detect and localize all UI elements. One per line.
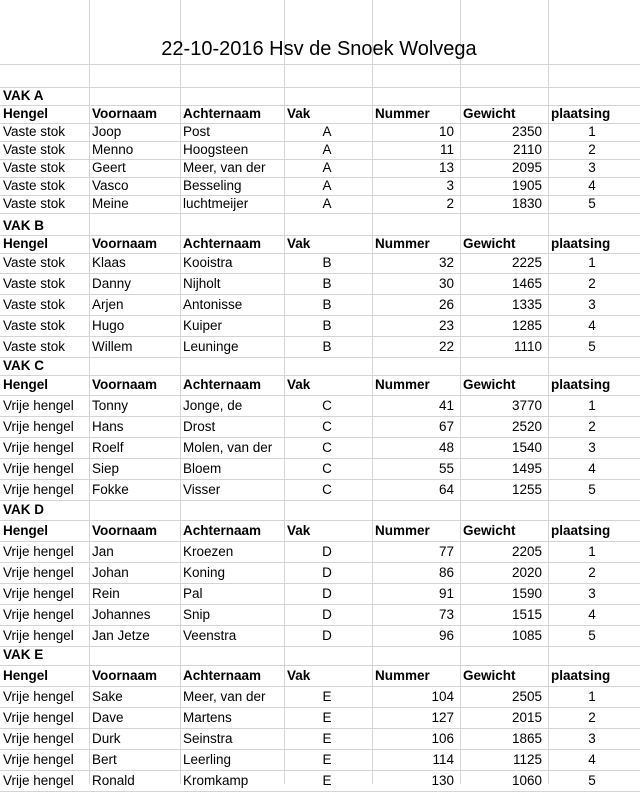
cell-gewicht[interactable]: 1060 [511,772,542,788]
row-gridline [0,64,640,65]
column-header-hengel[interactable]: Hengel [3,667,49,683]
cell-plaatsing[interactable]: 4 [588,751,596,767]
cell-plaatsing[interactable]: 1 [588,543,596,559]
cell-gewicht[interactable]: 1110 [513,338,542,354]
cell-nummer[interactable]: 67 [438,418,454,434]
cell-gewicht[interactable]: 1335 [511,296,542,312]
column-header-vak[interactable]: Vak [287,522,311,538]
cell-vak[interactable]: B [322,296,332,312]
cell-nummer[interactable]: 104 [431,688,454,704]
cell-achternaam[interactable]: Hoogsteen [183,142,249,157]
cell-voornaam[interactable]: Meine [92,196,129,211]
cell-vak[interactable]: A [322,196,332,211]
section-label[interactable]: VAK A [3,88,44,103]
cell-achternaam[interactable]: Molen, van der [183,439,273,455]
column-header-vak[interactable]: Vak [287,236,311,251]
cell-hengel[interactable]: Vrije hengel [3,564,74,580]
cell-plaatsing[interactable]: 5 [588,196,596,211]
cell-vak[interactable]: A [322,124,332,139]
cell-plaatsing[interactable]: 3 [588,730,596,746]
cell-plaatsing[interactable]: 4 [588,606,596,622]
row-gridline [0,357,640,358]
cell-voornaam[interactable]: Jan [92,543,114,559]
cell-achternaam[interactable]: Nijholt [183,275,221,291]
column-gridline [284,0,285,784]
column-header-hengel[interactable]: Hengel [3,236,49,251]
cell-achternaam[interactable]: luchtmeijer [183,196,249,211]
column-header-plaatsing[interactable]: plaatsing [551,377,611,392]
cell-vak[interactable]: C [322,460,332,476]
cell-achternaam[interactable]: Meer, van der [183,160,266,175]
cell-voornaam[interactable]: Sake [92,688,123,704]
cell-gewicht[interactable]: 1540 [511,439,542,455]
cell-gewicht[interactable]: 2020 [511,564,542,580]
cell-vak[interactable]: C [322,481,332,497]
column-header-gewicht[interactable]: Gewicht [463,667,516,683]
cell-plaatsing[interactable]: 4 [588,317,596,333]
cell-hengel[interactable]: Vrije hengel [3,543,74,559]
cell-nummer[interactable]: 73 [438,606,454,622]
cell-gewicht[interactable]: 2520 [511,418,542,434]
cell-plaatsing[interactable]: 3 [588,585,596,601]
column-header-nummer[interactable]: Nummer [375,106,430,121]
column-header-hengel[interactable]: Hengel [3,377,49,392]
column-header-vak[interactable]: Vak [287,667,311,683]
cell-voornaam[interactable]: Bert [92,751,117,767]
row-gridline [0,646,640,647]
cell-plaatsing[interactable]: 1 [588,688,596,704]
column-header-hengel[interactable]: Hengel [3,522,49,538]
cell-voornaam[interactable]: Arjen [92,296,124,312]
cell-gewicht[interactable]: 3770 [511,397,542,413]
cell-nummer[interactable]: 2 [446,196,454,211]
cell-nummer[interactable]: 77 [438,543,454,559]
cell-vak[interactable]: C [322,397,332,413]
cell-plaatsing[interactable]: 3 [588,439,596,455]
cell-gewicht[interactable]: 1495 [511,460,542,476]
cell-plaatsing[interactable]: 2 [588,142,596,157]
cell-gewicht[interactable]: 2505 [511,688,542,704]
cell-voornaam[interactable]: Willem [92,338,133,354]
column-header-nummer[interactable]: Nummer [375,667,430,683]
cell-gewicht[interactable]: 1865 [511,730,542,746]
cell-plaatsing[interactable]: 3 [588,296,596,312]
cell-hengel[interactable]: Vrije hengel [3,460,74,476]
cell-vak[interactable]: C [322,439,332,455]
cell-plaatsing[interactable]: 5 [588,627,596,643]
cell-voornaam[interactable]: Klaas [92,255,126,270]
cell-plaatsing[interactable]: 5 [588,481,596,497]
cell-gewicht[interactable]: 1515 [511,606,542,622]
cell-voornaam[interactable]: Johan [92,564,129,580]
cell-hengel[interactable]: Vaste stok [3,296,66,312]
cell-nummer[interactable]: 23 [438,317,454,333]
cell-gewicht[interactable]: 2225 [511,255,542,270]
cell-voornaam[interactable]: Ronald [92,772,135,788]
cell-hengel[interactable]: Vaste stok [3,178,66,193]
cell-nummer[interactable]: 96 [438,627,454,643]
cell-hengel[interactable]: Vrije hengel [3,439,74,455]
cell-gewicht[interactable]: 2095 [511,160,542,175]
cell-plaatsing[interactable]: 1 [588,397,596,413]
cell-voornaam[interactable]: Hugo [92,317,125,333]
cell-gewicht[interactable]: 1255 [511,481,542,497]
column-header-voornaam[interactable]: Voornaam [92,377,158,392]
cell-gewicht[interactable]: 2015 [511,709,542,725]
cell-vak[interactable]: C [322,418,332,434]
cell-nummer[interactable]: 22 [438,338,454,354]
cell-hengel[interactable]: Vrije hengel [3,772,74,788]
cell-nummer[interactable]: 26 [438,296,454,312]
column-header-gewicht[interactable]: Gewicht [463,522,516,538]
cell-achternaam[interactable]: Drost [183,418,216,434]
cell-voornaam[interactable]: Dave [92,709,124,725]
cell-gewicht[interactable]: 2205 [511,543,542,559]
cell-achternaam[interactable]: Martens [183,709,232,725]
cell-voornaam[interactable]: Johannes [92,606,151,622]
row-gridline [0,500,640,501]
cell-plaatsing[interactable]: 4 [588,460,596,476]
column-header-achternaam[interactable]: Achternaam [183,377,262,392]
cell-hengel[interactable]: Vaste stok [3,124,66,139]
cell-vak[interactable]: D [322,564,332,580]
cell-gewicht[interactable]: 1590 [511,585,542,601]
section-label[interactable]: VAK C [3,357,45,373]
column-header-voornaam[interactable]: Voornaam [92,106,158,121]
cell-vak[interactable]: E [322,751,332,767]
cell-plaatsing[interactable]: 2 [588,275,596,291]
cell-gewicht[interactable]: 2350 [511,124,542,139]
cell-achternaam[interactable]: Veenstra [183,627,237,643]
cell-hengel[interactable]: Vaste stok [3,255,66,270]
column-header-nummer[interactable]: Nummer [375,377,430,392]
cell-achternaam[interactable]: Kooistra [183,255,233,270]
column-header-achternaam[interactable]: Achternaam [183,106,262,121]
row-gridline [0,87,640,88]
cell-vak[interactable]: A [322,178,332,193]
cell-achternaam[interactable]: Jonge, de [183,397,243,413]
cell-plaatsing[interactable]: 2 [588,709,596,725]
cell-nummer[interactable]: 30 [438,275,454,291]
cell-plaatsing[interactable]: 2 [588,564,596,580]
cell-plaatsing[interactable]: 2 [588,418,596,434]
cell-vak[interactable]: A [322,160,332,175]
cell-nummer[interactable]: 114 [432,751,454,767]
cell-vak[interactable]: A [322,142,332,157]
cell-nummer[interactable]: 64 [438,481,454,497]
column-gridline [548,0,549,784]
column-header-achternaam[interactable]: Achternaam [183,667,262,683]
column-header-gewicht[interactable]: Gewicht [463,377,516,392]
column-header-achternaam[interactable]: Achternaam [183,236,262,251]
cell-vak[interactable]: D [322,543,332,559]
cell-nummer[interactable]: 41 [438,397,454,413]
cell-voornaam[interactable]: Danny [92,275,132,291]
column-header-plaatsing[interactable]: plaatsing [551,236,611,251]
column-header-hengel[interactable]: Hengel [3,106,49,121]
column-gridline [89,0,90,784]
cell-hengel[interactable]: Vrije hengel [3,481,74,497]
cell-vak[interactable]: B [322,255,332,270]
cell-plaatsing[interactable]: 1 [588,124,596,139]
cell-vak[interactable]: B [322,275,332,291]
cell-voornaam[interactable]: Joop [92,124,122,139]
cell-achternaam[interactable]: Besseling [183,178,242,193]
cell-vak[interactable]: E [322,772,332,788]
cell-vak[interactable]: B [322,317,332,333]
cell-voornaam[interactable]: Rein [92,585,120,601]
cell-achternaam[interactable]: Kroezen [183,543,234,559]
cell-nummer[interactable]: 32 [438,255,454,270]
column-header-gewicht[interactable]: Gewicht [463,106,516,121]
cell-voornaam[interactable]: Geert [92,160,126,175]
cell-voornaam[interactable]: Fokke [92,481,129,497]
cell-hengel[interactable]: Vrije hengel [3,585,74,601]
column-header-gewicht[interactable]: Gewicht [463,236,516,251]
cell-voornaam[interactable]: Jan Jetze [92,627,150,643]
cell-gewicht[interactable]: 1905 [511,178,542,193]
column-header-voornaam[interactable]: Voornaam [92,236,158,251]
section-label[interactable]: VAK E [3,646,44,662]
cell-achternaam[interactable]: Post [183,124,211,139]
cell-nummer[interactable]: 55 [438,460,454,476]
cell-hengel[interactable]: Vrije hengel [3,606,74,622]
column-gridline [460,0,461,784]
cell-nummer[interactable]: 127 [431,709,454,725]
cell-nummer[interactable]: 91 [438,585,454,601]
cell-vak[interactable]: D [322,585,332,601]
cell-voornaam[interactable]: Siep [92,460,120,476]
cell-gewicht[interactable]: 2110 [512,142,542,157]
cell-vak[interactable]: D [322,606,332,622]
cell-vak[interactable]: E [322,730,332,746]
cell-voornaam[interactable]: Roelf [92,439,124,455]
cell-achternaam[interactable]: Leuninge [183,338,239,354]
cell-achternaam[interactable]: Visser [183,481,221,497]
cell-gewicht[interactable]: 1085 [511,627,542,643]
cell-nummer[interactable]: 106 [431,730,454,746]
cell-nummer[interactable]: 48 [438,439,454,455]
row-gridline [0,213,640,214]
cell-achternaam[interactable]: Pal [183,585,203,601]
column-header-voornaam[interactable]: Voornaam [92,522,158,538]
cell-achternaam[interactable]: Seinstra [183,730,233,746]
cell-plaatsing[interactable]: 4 [588,178,596,193]
cell-hengel[interactable]: Vaste stok [3,196,66,211]
cell-hengel[interactable]: Vrije hengel [3,751,74,767]
column-header-achternaam[interactable]: Achternaam [183,522,262,538]
cell-achternaam[interactable]: Leerling [183,751,232,767]
cell-nummer[interactable]: 11 [439,142,454,157]
cell-nummer[interactable]: 86 [438,564,454,580]
cell-hengel[interactable]: Vrije hengel [3,627,74,643]
cell-vak[interactable]: E [322,688,332,704]
cell-hengel[interactable]: Vaste stok [3,338,66,354]
cell-plaatsing[interactable]: 1 [588,255,596,270]
column-header-vak[interactable]: Vak [287,106,311,121]
cell-voornaam[interactable]: Menno [92,142,134,157]
cell-voornaam[interactable]: Vasco [92,178,129,193]
cell-achternaam[interactable]: Bloem [183,460,222,476]
cell-gewicht[interactable]: 1465 [511,275,542,291]
column-header-vak[interactable]: Vak [287,377,311,392]
cell-achternaam[interactable]: Kuiper [183,317,223,333]
column-header-nummer[interactable]: Nummer [375,236,430,251]
cell-hengel[interactable]: Vrije hengel [3,418,74,434]
column-header-plaatsing[interactable]: plaatsing [551,667,611,683]
column-gridline [372,0,373,784]
cell-voornaam[interactable]: Durk [92,730,121,746]
cell-hengel[interactable]: Vrije hengel [3,688,74,704]
cell-nummer[interactable]: 3 [446,178,454,193]
cell-hengel[interactable]: Vrije hengel [3,709,74,725]
column-gridline [180,0,181,784]
column-header-nummer[interactable]: Nummer [375,522,430,538]
cell-plaatsing[interactable]: 5 [588,772,596,788]
cell-achternaam[interactable]: Koning [183,564,226,580]
cell-hengel[interactable]: Vaste stok [3,160,66,175]
cell-achternaam[interactable]: Snip [183,606,211,622]
cell-vak[interactable]: E [322,709,332,725]
sheet-title[interactable]: 22-10-2016 Hsv de Snoek Wolvega [161,38,477,60]
cell-hengel[interactable]: Vrije hengel [3,730,74,746]
cell-achternaam[interactable]: Meer, van der [183,688,266,704]
section-label[interactable]: VAK B [3,218,45,233]
cell-hengel[interactable]: Vaste stok [3,275,66,291]
cell-vak[interactable]: B [322,338,332,354]
cell-gewicht[interactable]: 1285 [511,317,542,333]
column-header-plaatsing[interactable]: plaatsing [551,522,611,538]
cell-gewicht[interactable]: 1125 [512,751,542,767]
cell-nummer[interactable]: 10 [438,124,454,139]
section-label[interactable]: VAK D [3,502,45,517]
cell-hengel[interactable]: Vaste stok [3,317,66,333]
cell-plaatsing[interactable]: 3 [588,160,596,175]
cell-nummer[interactable]: 13 [438,160,454,175]
cell-hengel[interactable]: Vaste stok [3,142,66,157]
column-header-plaatsing[interactable]: plaatsing [551,106,611,121]
cell-achternaam[interactable]: Antonisse [183,296,243,312]
cell-plaatsing[interactable]: 5 [588,338,596,354]
cell-vak[interactable]: D [322,627,332,643]
column-header-voornaam[interactable]: Voornaam [92,667,158,683]
cell-nummer[interactable]: 130 [431,772,454,788]
cell-achternaam[interactable]: Kromkamp [183,772,249,788]
cell-gewicht[interactable]: 1830 [511,196,542,211]
cell-voornaam[interactable]: Tonny [92,397,129,413]
cell-hengel[interactable]: Vrije hengel [3,397,74,413]
cell-voornaam[interactable]: Hans [92,418,124,434]
